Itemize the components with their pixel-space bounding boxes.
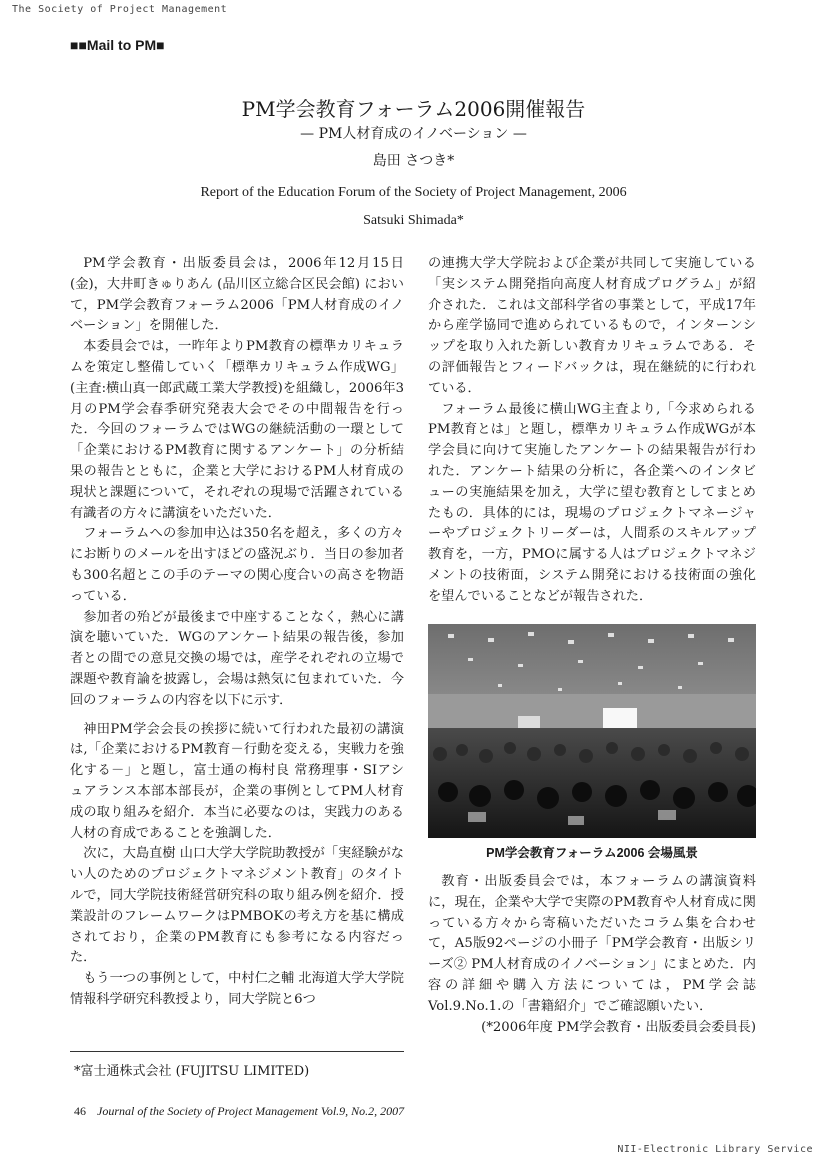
signature: (*2006年度 PM学会教育・出版委員会委員長)	[481, 1019, 756, 1035]
society-header: The Society of Project Management	[12, 4, 228, 15]
conference-hall-image	[428, 624, 756, 838]
body-column-right	[428, 254, 756, 608]
article-title-en: Report of the Education Forum of the Society of Project Management, 2006	[200, 185, 627, 200]
section-tag: ■■Mail to PM■	[70, 37, 165, 53]
paragraph: フォーラムへの参加申込は350名を超え，多くの方々にお断りのメールを出すほどの盛況ぶり．当日の参加者も300名超とこの手のテーマの関心度合いの高さを物語っている．	[70, 526, 404, 604]
paragraph: 次に，大島直樹 山口大学大学院助教授が「実経験がない人のためのプロジェクトマネジメント教育」のタイトルで，同大学院技術経営研究科の取り組み例を紹介．授業設計のフレームワークはPMBOKの考え方を基に構成されており，企業のPM教育にも参考になる内容だった．	[70, 846, 404, 966]
page-number: 46	[74, 1104, 86, 1118]
article-subtitle-jp: — PM人材育成のイノベーション —	[300, 126, 527, 142]
body-column-left	[70, 254, 404, 1011]
paragraph: 教育・出版委員会では，本フォーラムの講演資料に，現在，企業や大学で実際のPM教育や人材育成に関っている方々から寄稿いただいたコラム集を合わせて，A5版92ページの小冊子「PM学会教育・出版シリーズ② PM人材育成のイノベーション」にまとめた．内容の詳細や購入方法については，PM学会誌Vol.9.No.1.の「書籍紹介」でご確認願いたい．	[428, 874, 756, 1014]
article-title-jp: PM学会教育フォーラム2006開催報告	[241, 97, 586, 121]
footnote: *富士通株式会社 (FUJITSU LIMITED)	[74, 1064, 310, 1079]
paragraph: の連携大学大学院および企業が共同して実施している「実システム開発指向高度人材育成プログラム」が紹介された．これは文部科学省の事業として，平成17年から産学協同で進められているもので，インターンシップを取り入れた新しい教育カリキュラムである．その評価報告とフィードバックは，現在継続的に行われている．	[428, 256, 756, 396]
paragraph: 本委員会では，一昨年よりPM教育の標準カリキュラムを策定し整備していく「標準カリキュラム作成WG」(主査:横山真一郎武蔵工業大学教授)を組織し，2006年3月のPM学会春季研究発表大会でその中間報告を行った．今回のフォーラムではWGの継続活動の一環として「企業におけるPM教育に関するアンケート」の分析結果の報告とともに，企業と大学におけるPM人材育成の現状と課題について，それぞれの現場で活躍されている有識者の方々に講演をいただいた．	[70, 339, 404, 521]
body-column-right-lower	[428, 872, 756, 1038]
footnote-divider	[70, 1051, 404, 1052]
author-jp: 島田 さつき*	[372, 153, 455, 169]
paragraph: 神田PM学会会長の挨拶に続いて行われた最初の講演は,「企業におけるPM教育－行動を変える，実戦力を強化する－」と題し，富士通の梅村良 常務理事・SIアシュアランス本部本部長が，企業の事例としてPM人材育成の取り組みを紹介．本当に必要なのは，実践力のある人材の育成であることを強調した．	[70, 721, 404, 841]
paragraph: 参加者の殆どが最後まで中座することなく，熱心に講演を聴いていた．WGのアンケート結果の報告後，参加者との間での意見交換の場では，産学それぞれの立場で課題や教育論を披露し，会場は熱気に包まれていた．今回のフォーラムの内容を以下に示す．	[70, 609, 404, 708]
service-footer: NII-Electronic Library Service	[617, 1144, 813, 1155]
author-en: Satsuki Shimada*	[363, 213, 464, 228]
page-footer	[74, 1104, 404, 1119]
conference-photo	[428, 624, 756, 838]
paragraph: もう一つの事例として，中村仁之輔 北海道大学大学院情報科学研究科教授より，同大学院と6つ	[70, 971, 404, 1007]
journal-name: Journal of the Society of Project Management Vol.9, No.2, 2007	[97, 1104, 405, 1118]
paragraph: フォーラム最後に横山WG主査より,「今求められるPM教育とは」と題し，標準カリキュラム作成WGが本学会員に向けて実施したアンケートの結果報告が行われた．アンケート結果の分析に，各企業へのインタビューの実施結果を加え，大学に望む教育としてまとめたもの．具体的には，現場のプロジェクトマネージャーやプロジェクトリーダーは，人間系のスキルアップ教育を，一方，PMOに属する人はプロジェクトマネジメントの技術面，システム開発における技術面の強化を望んでいることなどが報告された．	[428, 401, 756, 604]
paragraph: PM学会教育・出版委員会は，2006年12月15日(金)，大井町きゅりあん (品川区立総合区民会館) において，PM学会教育フォーラム2006「PM人材育成のイノベーション」を開催した．	[70, 256, 404, 334]
photo-caption: PM学会教育フォーラム2006 会場風景	[486, 846, 698, 860]
